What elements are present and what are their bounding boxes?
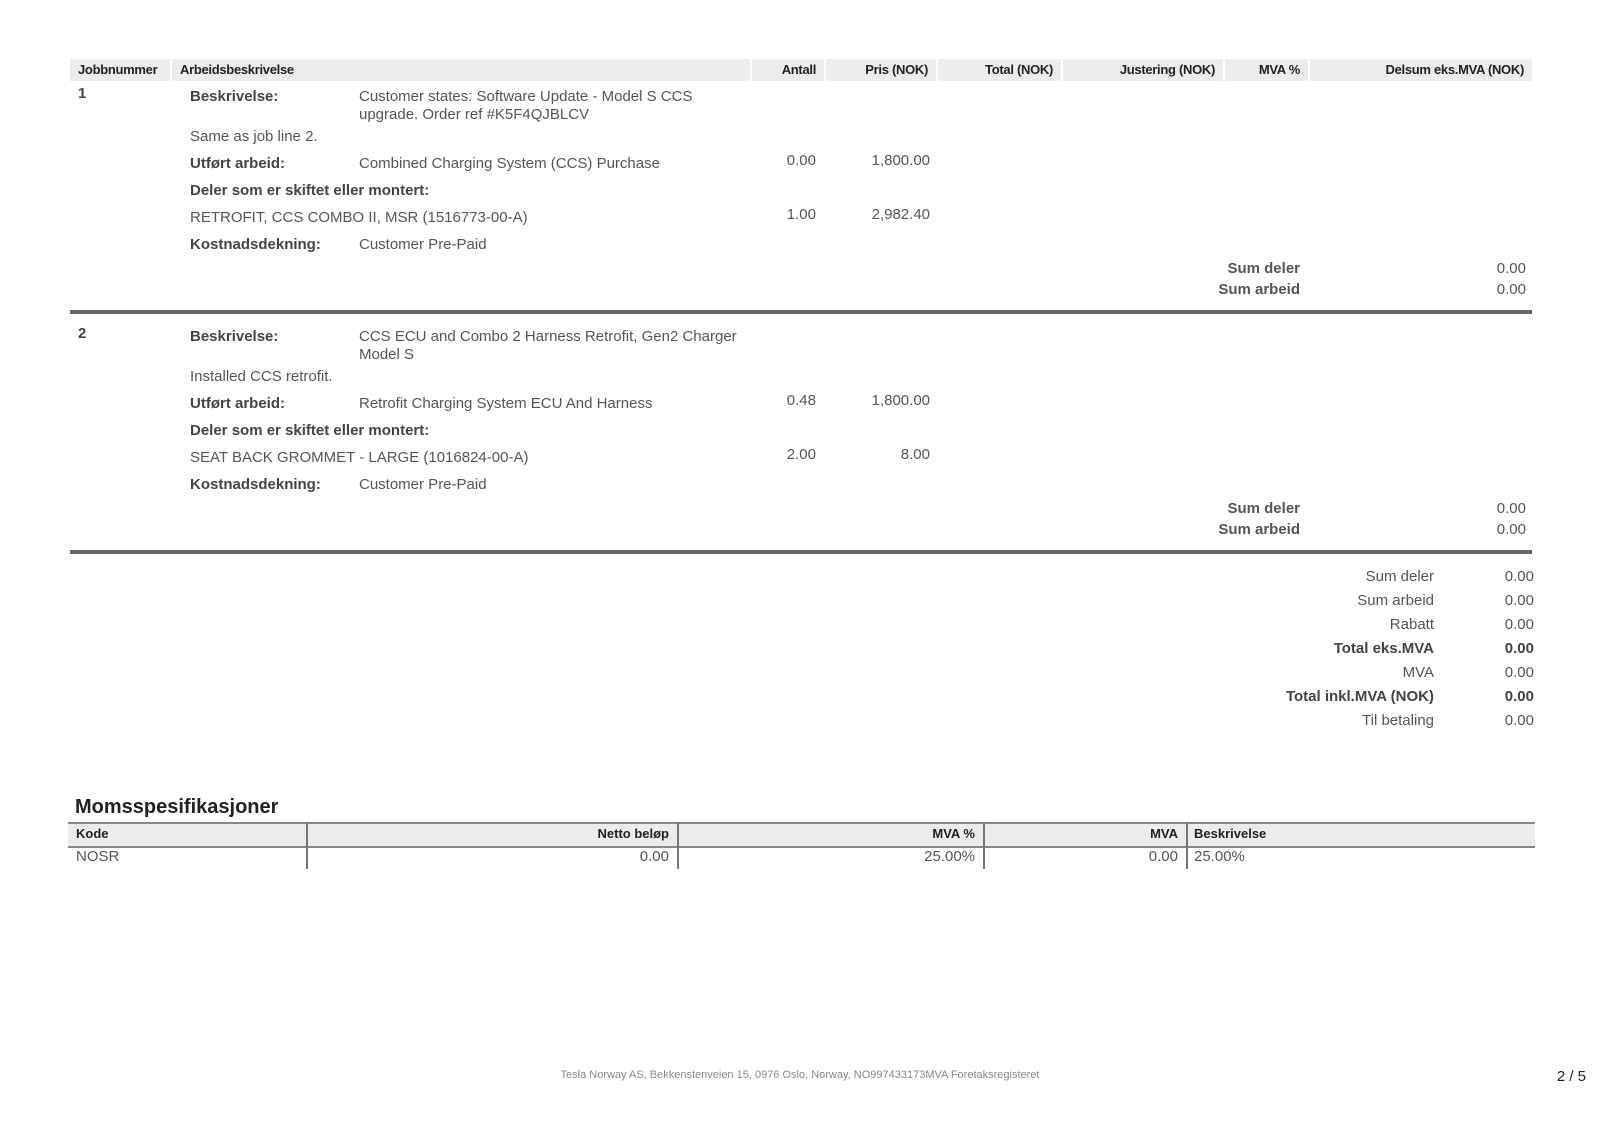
header-total: Total (NOK)	[938, 59, 1061, 81]
header-antall: Antall	[752, 59, 824, 81]
totals-sum-arbeid: Sum arbeid 0.00	[1357, 592, 1534, 609]
utfort-arbeid-label: Utført arbeid:	[190, 395, 285, 412]
vat-cell-netto: 0.00	[639, 848, 669, 865]
vat-header-mva-pct: MVA %	[932, 826, 975, 841]
company-footer: Tesla Norway AS, Bekkenstenveien 15, 0976 Oslo, Norway, NO997433173MVA Foretaksregisteret	[560, 1069, 1040, 1081]
vat-spec-title: Momsspesifikasjoner	[75, 796, 279, 818]
totals-sum-deler: Sum deler 0.00	[1365, 568, 1534, 585]
header-arbeidsbeskrivelse: Arbeidsbeskrivelse	[172, 59, 750, 81]
beskrivelse-label: Beskrivelse:	[190, 88, 279, 105]
work-performed: Combined Charging System (CCS) Purchase	[359, 155, 660, 172]
job-number: 2	[78, 325, 87, 342]
vat-header-kode: Kode	[76, 826, 109, 841]
sum-arbeid-value: 0.00	[1496, 521, 1526, 538]
job-separator	[70, 310, 1532, 314]
part-price: 8.00	[900, 446, 930, 463]
deler-label: Deler som er skiftet eller montert:	[190, 182, 430, 199]
sum-arbeid-label: Sum arbeid	[1218, 281, 1300, 298]
part-description: SEAT BACK GROMMET - LARGE (1016824-00-A)	[190, 449, 529, 466]
work-price: 1,800.00	[871, 392, 930, 409]
vat-cell-mva: 0.00	[1148, 848, 1178, 865]
totals-til-betaling: Til betaling 0.00	[1362, 712, 1534, 729]
vat-cell-beskrivelse: 25.00%	[1194, 848, 1245, 865]
sum-deler-label: Sum deler	[1227, 260, 1300, 277]
totals-total-eks-mva: Total eks.MVA 0.00	[1333, 640, 1534, 657]
beskrivelse-label: Beskrivelse:	[190, 328, 279, 345]
header-delsum: Delsum eks.MVA (NOK)	[1310, 59, 1532, 81]
job-separator	[70, 550, 1532, 554]
totals-total-inkl-mva: Total inkl.MVA (NOK) 0.00	[1285, 688, 1534, 705]
utfort-arbeid-label: Utført arbeid:	[190, 155, 285, 172]
work-performed: Retrofit Charging System ECU And Harness	[359, 395, 653, 412]
cost-coverage: Customer Pre-Paid	[359, 476, 487, 493]
vat-cell-mva-pct: 25.00%	[924, 848, 975, 865]
part-quantity: 1.00	[786, 206, 816, 223]
header-jobnummer: Jobbnummer	[70, 59, 170, 81]
job-description: CCS ECU and Combo 2 Harness Retrofit, Gen2 Charger Model S	[359, 328, 737, 363]
part-price: 2,982.40	[871, 206, 930, 223]
work-quantity: 0.48	[786, 392, 816, 409]
part-description: RETROFIT, CCS COMBO II, MSR (1516773-00-A)	[190, 209, 528, 226]
vat-header-netto: Netto beløp	[597, 826, 669, 841]
vat-col-divider	[1186, 822, 1188, 869]
kostnadsdekning-label: Kostnadsdekning:	[190, 236, 321, 253]
page-number: 2 / 5	[1556, 1068, 1586, 1085]
vat-header-beskrivelse: Beskrivelse	[1194, 826, 1267, 841]
sum-arbeid-label: Sum arbeid	[1218, 521, 1300, 538]
sum-deler-value: 0.00	[1496, 500, 1526, 517]
header-pris: Pris (NOK)	[826, 59, 936, 81]
vat-header-mva: MVA	[1150, 826, 1178, 841]
job-note: Installed CCS retrofit.	[190, 368, 333, 385]
job-number: 1	[78, 85, 87, 102]
totals-mva: MVA 0.00	[1402, 664, 1534, 681]
sum-deler-label: Sum deler	[1227, 500, 1300, 517]
sum-arbeid-value: 0.00	[1496, 281, 1526, 298]
cost-coverage: Customer Pre-Paid	[359, 236, 487, 253]
sum-deler-value: 0.00	[1496, 260, 1526, 277]
job-description: Customer states: Software Update - Model S CCS upgrade. Order ref #K5F4QJBLCV	[359, 88, 693, 123]
vat-cell-kode: NOSR	[76, 848, 120, 865]
work-price: 1,800.00	[871, 152, 930, 169]
kostnadsdekning-label: Kostnadsdekning:	[190, 476, 321, 493]
totals-rabatt: Rabatt 0.00	[1389, 616, 1534, 633]
header-justering: Justering (NOK)	[1063, 59, 1223, 81]
job-note: Same as job line 2.	[190, 128, 318, 145]
work-quantity: 0.00	[786, 152, 816, 169]
header-mva-pct: MVA %	[1225, 59, 1308, 81]
deler-label: Deler som er skiftet eller montert:	[190, 422, 430, 439]
part-quantity: 2.00	[786, 446, 816, 463]
